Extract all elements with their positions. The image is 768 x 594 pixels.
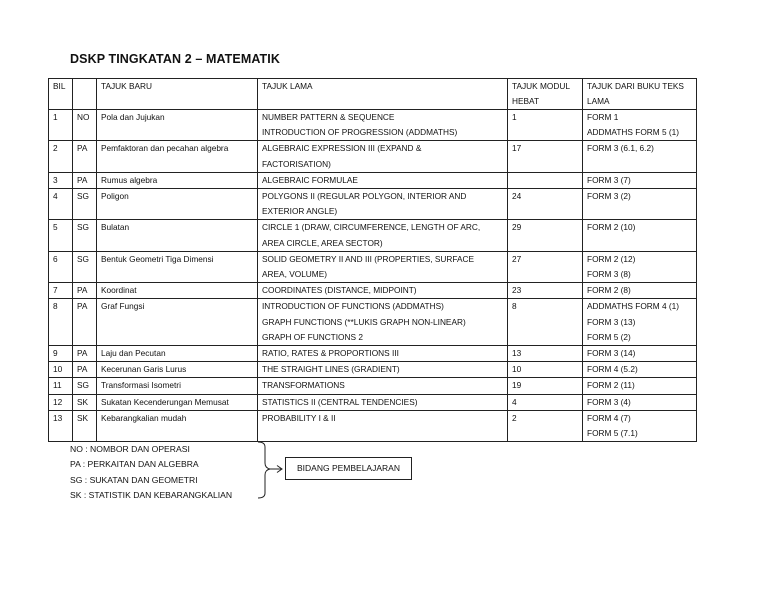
cell-kod: SG	[73, 378, 97, 394]
cell-tajuk-baru: Kecerunan Garis Lurus	[97, 362, 258, 378]
header-tajuk-buku-line: TAJUK DARI BUKU TEKS	[587, 81, 684, 91]
cell-tajuk-buku-line: FORM 3 (2)	[587, 191, 631, 202]
cell-tajuk-lama-line: SOLID GEOMETRY II AND III (PROPERTIES, SURFACE	[262, 253, 475, 264]
cell-tajuk-modul	[508, 172, 583, 188]
cell-tajuk-modul: 27	[508, 251, 583, 282]
cell-tajuk-buku-line: FORM 4 (5.2)	[587, 364, 638, 375]
table-row	[49, 346, 697, 362]
cell-tajuk-buku	[583, 189, 697, 220]
cell-kod: SG	[73, 220, 97, 251]
cell-bil: 12	[49, 394, 73, 410]
cell-tajuk-buku-line: FORM 5 (2)	[587, 331, 631, 342]
cell-tajuk-lama-line: ALGEBRAIC EXPRESSION III (EXPAND &	[262, 143, 422, 154]
table-header-row	[49, 79, 697, 110]
cell-tajuk-buku	[583, 251, 697, 282]
cell-kod: PA	[73, 362, 97, 378]
curly-brace-icon	[256, 441, 284, 499]
header-tajuk-modul-line: HEBAT	[512, 96, 540, 106]
cell-tajuk-lama	[258, 189, 508, 220]
cell-tajuk-baru: Sukatan Kecenderungan Memusat	[97, 394, 258, 410]
table-row	[49, 299, 697, 346]
cell-tajuk-lama-line: INTRODUCTION OF FUNCTIONS (ADDMATHS)	[262, 301, 444, 312]
cell-tajuk-lama	[258, 410, 508, 441]
table-row	[49, 394, 697, 410]
cell-tajuk-modul: 4	[508, 394, 583, 410]
cell-tajuk-buku	[583, 410, 697, 441]
header-tajuk-baru: TAJUK BARU	[97, 79, 258, 110]
cell-tajuk-baru: Bulatan	[97, 220, 258, 251]
cell-tajuk-buku-line: FORM 3 (13)	[587, 316, 636, 327]
bidang-pembelajaran-box: BIDANG PEMBELAJARAN	[285, 457, 412, 480]
table-row	[49, 172, 697, 188]
cell-bil: 4	[49, 189, 73, 220]
cell-tajuk-baru: Rumus algebra	[97, 172, 258, 188]
cell-tajuk-lama	[258, 362, 508, 378]
cell-tajuk-buku-line: ADDMATHS FORM 4 (1)	[587, 301, 680, 312]
cell-tajuk-lama	[258, 283, 508, 299]
cell-tajuk-lama-line: INTRODUCTION OF PROGRESSION (ADDMATHS)	[262, 127, 458, 138]
cell-kod: NO	[73, 110, 97, 141]
header-kod	[73, 79, 97, 110]
cell-tajuk-lama	[258, 110, 508, 141]
cell-tajuk-lama-line: EXTERIOR ANGLE)	[262, 206, 338, 217]
cell-bil: 8	[49, 299, 73, 346]
legend-item-sk: SK : STATISTIK DAN KEBARANGKALIAN	[70, 489, 233, 500]
table-body	[49, 110, 697, 442]
header-tajuk-modul-line: TAJUK MODUL	[512, 81, 570, 91]
cell-tajuk-buku-line: FORM 4 (7)	[587, 412, 631, 423]
cell-tajuk-lama	[258, 141, 508, 172]
cell-tajuk-buku	[583, 394, 697, 410]
cell-tajuk-lama	[258, 394, 508, 410]
cell-tajuk-modul: 24	[508, 189, 583, 220]
table-row	[49, 378, 697, 394]
cell-bil: 5	[49, 220, 73, 251]
cell-bil: 13	[49, 410, 73, 441]
cell-tajuk-buku-line: FORM 3 (14)	[587, 348, 636, 359]
cell-tajuk-lama	[258, 378, 508, 394]
cell-tajuk-buku	[583, 362, 697, 378]
header-tajuk-buku-line: LAMA	[587, 96, 610, 106]
cell-tajuk-buku-line: FORM 1	[587, 112, 619, 122]
table-row	[49, 410, 697, 441]
cell-tajuk-baru: Laju dan Pecutan	[97, 346, 258, 362]
header-bil: BIL	[49, 79, 73, 110]
cell-bil: 6	[49, 251, 73, 282]
table-row	[49, 362, 697, 378]
cell-tajuk-baru: Graf Fungsi	[97, 299, 258, 346]
table-row	[49, 220, 697, 251]
cell-tajuk-lama-line: CIRCLE 1 (DRAW, CIRCUMFERENCE, LENGTH OF ARC,	[262, 222, 481, 233]
cell-bil: 2	[49, 141, 73, 172]
cell-bil: 1	[49, 110, 73, 141]
cell-kod: PA	[73, 283, 97, 299]
cell-tajuk-baru: Poligon	[97, 189, 258, 220]
cell-kod: PA	[73, 299, 97, 346]
document-title: DSKP TINGKATAN 2 – MATEMATIK	[70, 52, 280, 66]
cell-tajuk-lama-line: ALGEBRAIC FORMULAE	[262, 174, 358, 185]
cell-tajuk-buku-line: FORM 2 (10)	[587, 222, 636, 233]
topic-mapping-table	[48, 78, 697, 442]
cell-tajuk-buku-line: FORM 2 (11)	[587, 380, 635, 391]
cell-tajuk-lama-line: POLYGONS II (REGULAR POLYGON, INTERIOR AND	[262, 191, 467, 202]
cell-tajuk-lama-line: PROBABILITY I & II	[262, 412, 336, 423]
cell-kod: SG	[73, 189, 97, 220]
table-row	[49, 251, 697, 282]
cell-bil: 10	[49, 362, 73, 378]
cell-tajuk-buku	[583, 110, 697, 141]
cell-tajuk-baru: Bentuk Geometri Tiga Dimensi	[97, 251, 258, 282]
cell-tajuk-lama-line: GRAPH OF FUNCTIONS 2	[262, 331, 363, 342]
cell-tajuk-lama-line: THE STRAIGHT LINES (GRADIENT)	[262, 364, 400, 375]
cell-tajuk-lama-line: AREA CIRCLE, AREA SECTOR)	[262, 237, 383, 248]
cell-tajuk-baru: Koordinat	[97, 283, 258, 299]
cell-tajuk-buku-line: FORM 3 (8)	[587, 269, 631, 280]
cell-tajuk-buku-line: FORM 3 (6.1, 6.2)	[587, 143, 654, 154]
cell-tajuk-buku	[583, 220, 697, 251]
legend-item-pa: PA : PERKAITAN DAN ALGEBRA	[70, 459, 199, 470]
cell-tajuk-buku-line: FORM 2 (8)	[587, 285, 631, 296]
cell-tajuk-modul: 2	[508, 410, 583, 441]
legend-list	[70, 442, 232, 503]
cell-tajuk-lama	[258, 251, 508, 282]
cell-kod: PA	[73, 346, 97, 362]
legend-item-no: NO : NOMBOR DAN OPERASI	[70, 444, 190, 454]
cell-tajuk-baru: Transformasi Isometri	[97, 378, 258, 394]
cell-tajuk-baru: Kebarangkalian mudah	[97, 410, 258, 441]
cell-tajuk-modul: 17	[508, 141, 583, 172]
cell-tajuk-buku	[583, 299, 697, 346]
cell-kod: SK	[73, 394, 97, 410]
cell-kod: PA	[73, 141, 97, 172]
cell-tajuk-buku-line: FORM 2 (12)	[587, 253, 636, 264]
cell-tajuk-buku	[583, 141, 697, 172]
cell-kod: SK	[73, 410, 97, 441]
header-tajuk-modul	[508, 79, 583, 110]
cell-tajuk-lama-line: STATISTICS II (CENTRAL TENDENCIES)	[262, 396, 418, 407]
cell-tajuk-lama-line: FACTORISATION)	[262, 158, 331, 169]
cell-tajuk-modul: 29	[508, 220, 583, 251]
cell-tajuk-buku	[583, 378, 697, 394]
cell-bil: 7	[49, 283, 73, 299]
cell-tajuk-lama-line: NUMBER PATTERN & SEQUENCE	[262, 112, 395, 122]
cell-tajuk-modul: 10	[508, 362, 583, 378]
cell-tajuk-lama-line: COORDINATES (DISTANCE, MIDPOINT)	[262, 285, 417, 296]
cell-tajuk-lama-line: RATIO, RATES & PROPORTIONS III	[262, 348, 399, 359]
cell-tajuk-buku	[583, 346, 697, 362]
cell-tajuk-buku-line: FORM 3 (4)	[587, 396, 631, 407]
cell-tajuk-lama	[258, 346, 508, 362]
cell-tajuk-modul: 13	[508, 346, 583, 362]
cell-kod: PA	[73, 172, 97, 188]
cell-tajuk-modul: 1	[508, 110, 583, 141]
table-row	[49, 283, 697, 299]
cell-tajuk-buku-line: FORM 5 (7.1)	[587, 428, 638, 439]
cell-bil: 11	[49, 378, 73, 394]
table-row	[49, 141, 697, 172]
cell-tajuk-modul: 8	[508, 299, 583, 346]
cell-tajuk-buku	[583, 283, 697, 299]
cell-tajuk-baru: Pola dan Jujukan	[97, 110, 258, 141]
cell-tajuk-buku-line: FORM 3 (7)	[587, 174, 631, 185]
cell-tajuk-lama	[258, 220, 508, 251]
cell-tajuk-buku	[583, 172, 697, 188]
header-tajuk-buku	[583, 79, 697, 110]
table-row	[49, 110, 697, 141]
cell-bil: 9	[49, 346, 73, 362]
legend-item-sg: SG : SUKATAN DAN GEOMETRI	[70, 474, 198, 485]
cell-tajuk-modul: 23	[508, 283, 583, 299]
cell-tajuk-modul: 19	[508, 378, 583, 394]
cell-tajuk-lama-line: TRANSFORMATIONS	[262, 380, 345, 391]
header-tajuk-lama: TAJUK LAMA	[258, 79, 508, 110]
cell-tajuk-lama	[258, 299, 508, 346]
table-row	[49, 189, 697, 220]
cell-tajuk-baru: Pemfaktoran dan pecahan algebra	[97, 141, 258, 172]
cell-tajuk-buku-line: ADDMATHS FORM 5 (1)	[587, 127, 680, 138]
cell-kod: SG	[73, 251, 97, 282]
cell-tajuk-lama-line: GRAPH FUNCTIONS (**LUKIS GRAPH NON-LINEAR)	[262, 316, 466, 327]
cell-tajuk-lama	[258, 172, 508, 188]
cell-bil: 3	[49, 172, 73, 188]
cell-tajuk-lama-line: AREA, VOLUME)	[262, 269, 328, 280]
